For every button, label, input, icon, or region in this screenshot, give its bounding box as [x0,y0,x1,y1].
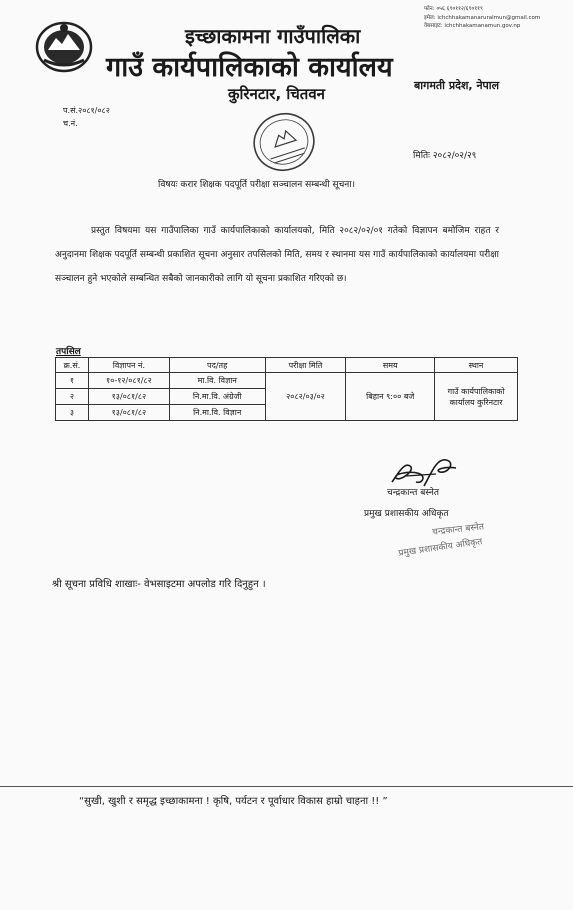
col-header-time: समय [346,358,435,373]
municipality-name: इच्छाकामना गाउँपालिका [185,24,361,48]
cell-sn: १ [56,373,89,389]
cell-exam-date: २०८२/०३/०२ [265,373,346,421]
exam-schedule-table [55,357,518,421]
province-name: बागमती प्रदेश, नेपाल [414,79,500,92]
venue-line-2: कार्यालय कुरिनटार [449,397,503,407]
cell-sn: ३ [56,405,89,421]
footer-divider [0,786,573,787]
col-header-post: पद/तह [169,358,265,373]
contact-block [424,5,540,31]
signatory-title: प्रमुख प्रशासकीय अधिकृत [364,509,449,519]
schedule-label: तपसिल [56,347,81,357]
cell-post: नि.मा.वि. विज्ञान [169,405,265,421]
letter-body: प्रस्तुत विषयमा यस गाउँपालिका गाउँ कार्यपालिकाको कार्यालयको, मिति २०८२/०२/०१ गतेको विज्ञापन बमोजिम राहत र अनुदानमा शिक्षक पदपूर्ति सम्बन्धी प्रकाशित सूचना अनुसार तपसिलको मिति, समय र स्थानमा यस गाउँ कार्यपालिकाको कार्यालयमा परीक्षा सञ्चालन हुने भएकोले सम्बन्धित सबैको जानकारीको लागि यो सूचना प्रकाशित गरिएको छ। [55,226,499,284]
reference-number: प.सं.२०८१/०८२ [63,106,110,115]
col-header-exam-date: परीक्षा मिति [265,358,346,373]
col-header-adv-no: विज्ञापन नं. [88,358,169,373]
letter-date: मितिः २०८२/०२/२९ [413,151,477,161]
cell-venue [435,373,518,421]
office-location: कुरिनटार, चितवन [228,85,325,103]
stamp-name: चन्द्रकान्त बस्नेत [431,522,485,538]
signatory-name: चन्द्रकान्त बस्नेत [387,488,439,498]
cell-time: बिहान ९:०० बजे [346,373,435,421]
table-row [56,373,518,389]
contact-email: इमेल: ichchhakamanaruralmun@gmail.com [424,14,541,21]
dispatch-number: च.नं. [63,119,78,128]
cell-post: मा.वि. विज्ञान [169,373,265,389]
stamp-title: प्रमुख प्रशासकीय अधिकृत [397,537,483,559]
office-name: गाउँ कार्यपालिकाको कार्यालय [106,52,393,83]
contact-website: वेबसाइट: ichchhakamanamun.gov.np [424,23,521,29]
footer-slogan: “सुखी, खुशी र समृद्ध इच्छाकामना ! कृषि, पर्यटन र पूर्वाधार विकास हाम्रो चाहना !! ” [79,796,388,807]
cell-adv-no: १०-१२/०८१/८२ [88,373,169,389]
office-seal-icon [248,106,320,178]
col-header-venue: स्थान [435,358,518,373]
venue-line-1: गाउँ कार्यपालिकाको [447,386,505,396]
letter-subject: विषयः करार शिक्षक पदपूर्ति परीक्षा सञ्चालन सम्बन्धी सूचना। [158,180,356,190]
col-header-sn: क्र.सं. [56,358,89,373]
reference-block [63,104,110,130]
contact-phone: फोन: ०५६ ६९०११२/६९०११९ [424,6,483,12]
cell-adv-no: १३/०८१/८२ [88,389,169,405]
cell-adv-no: १३/०८१/८२ [88,405,169,421]
cell-post: नि.मा.वि. अंग्रेजी [169,389,265,405]
it-section-note: श्री सूचना प्रविधि शाखाः- वेभसाइटमा अपलोड गरि दिनुहुन । [52,579,266,590]
cell-sn: २ [56,389,89,405]
government-emblem-icon [34,20,94,74]
table-header-row [56,358,518,373]
